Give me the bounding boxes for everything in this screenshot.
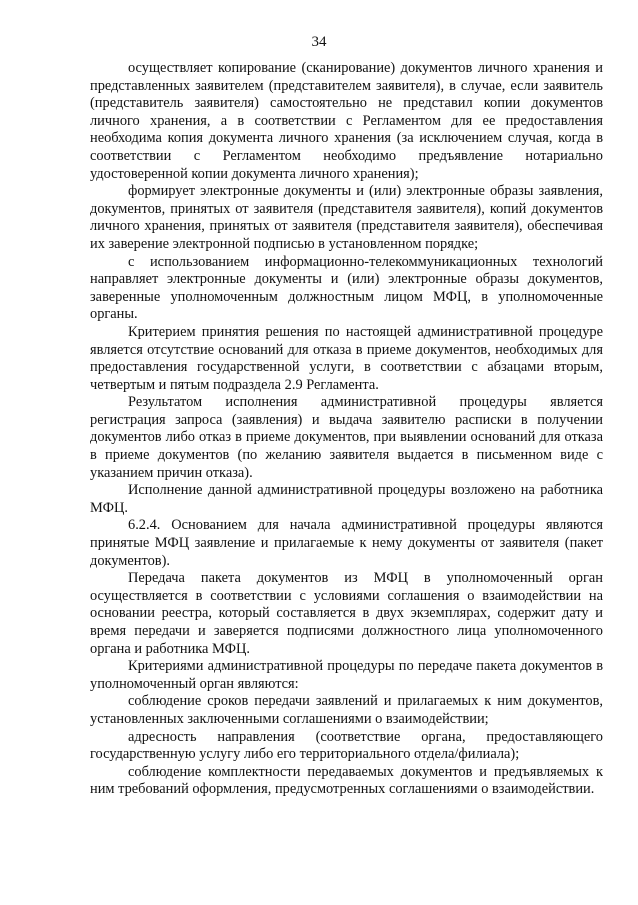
paragraph-package-transfer: Передача пакета документов из МФЦ в уполномоченный орган осуществляется в соответствии с условиями соглашения о взаимодействии на основании реестра, который составляется в двух экземплярах, содержит дату и время передачи и заверяется подписями должностного лица уполномоченного органа и работника МФЦ.: [90, 570, 603, 657]
document-body: [90, 60, 603, 799]
paragraph-decision-criterion: Критерием принятия решения по настоящей административной процедуре является отсутствие оснований для отказа в приеме документов, необходимых для предоставления государственной услуги, в соответствии с абзацами вторым, четвертым и пятым подраздела 2.9 Регламента.: [90, 323, 603, 393]
paragraph-responsible: Исполнение данной административной процедуры возложено на работника МФЦ.: [90, 482, 603, 516]
paragraph-section-6-2-4: 6.2.4. Основанием для начала административной процедуры являются принятые МФЦ заявление и прилагаемые к нему документы от заявителя (пакет документов).: [90, 517, 603, 569]
paragraph-completeness: соблюдение комплектности передаваемых документов и предъявляемых к ним требований оформления, предусмотренных соглашениями о взаимодействии.: [90, 763, 603, 798]
paragraph-ict-sending: с использованием информационно-телекоммуникационных технологий направляет электронные документы и (или) электронные образы документов, заверенные уполномоченным должностным лицом МФЦ, в уполномоченные органы.: [90, 253, 603, 323]
page-number: 34: [311, 34, 327, 50]
paragraph-electronic-documents: формирует электронные документы и (или) электронные образы заявления, документов, принятых от заявителя (представителя заявителя), копий документов личного хранения, принятых от заявителя (представителя заявителя), обеспечивая их заверение электронной подписью в установленном порядке;: [90, 183, 603, 252]
paragraph-deadlines: соблюдение сроков передачи заявлений и прилагаемых к ним документов, установленных заключенными соглашениями о взаимодействии;: [90, 693, 603, 727]
paragraph-result: Результатом исполнения административной процедуры является регистрация запроса (заявления) и выдача заявителю расписки в получении документов либо отказ в приеме документов, при выявлении оснований для отказа в приеме документов (по желанию заявителя выдается в письменном виде с указанием причин отказа).: [90, 394, 603, 481]
paragraph-addressing: адресность направления (соответствие органа, предоставляющего государственную услугу либо его территориального отдела/филиала);: [90, 728, 603, 763]
paragraph-transfer-criteria: Критериями административной процедуры по передаче пакета документов в уполномоченный орган являются:: [90, 658, 603, 692]
paragraph-copying: осуществляет копирование (сканирование) документов личного хранения и представленных заявителем (представителем заявителя), в случае, если заявитель (представитель заявителя) самостоятельно не представил копии документов личного хранения, а в соответствии с Регламентом для ее предоставления необходима копия документа личного хранения (за исключением случая, когда в соответствии с Регламентом необходимо предъявление нотариально удостоверенной копии документа личного хранения);: [90, 60, 603, 182]
